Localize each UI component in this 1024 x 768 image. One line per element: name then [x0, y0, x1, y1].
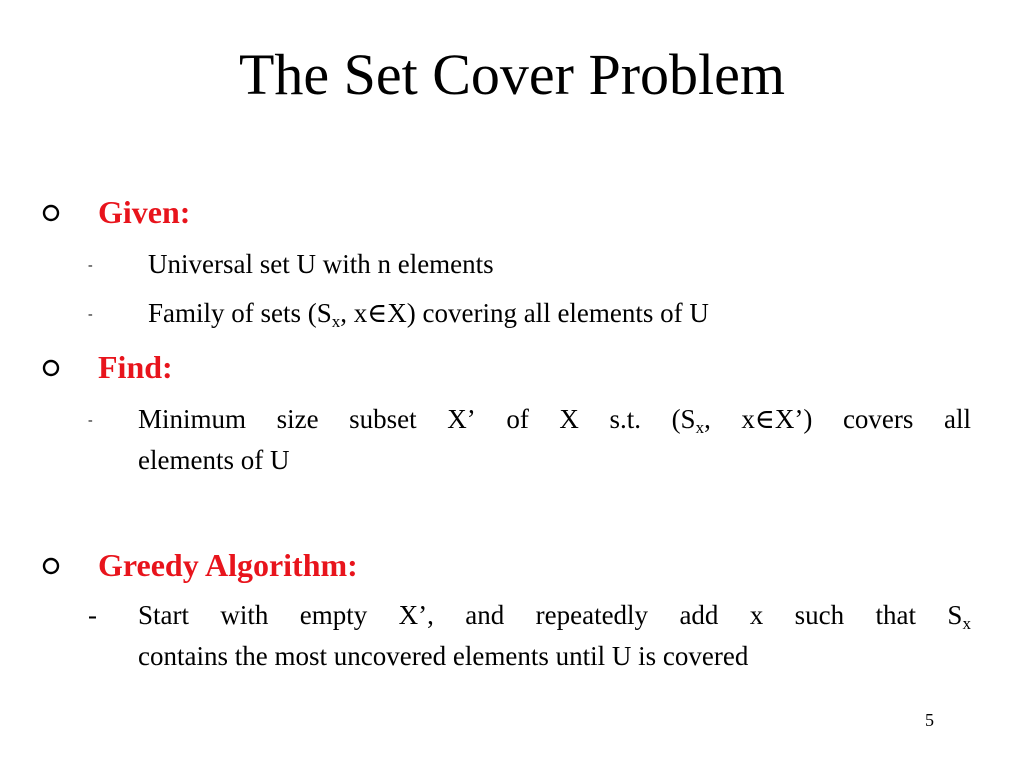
given-label: Given: — [98, 194, 191, 230]
slide-title: The Set Cover Problem — [238, 42, 786, 107]
greedy-item-marker: - — [88, 600, 97, 630]
page-number: 5 — [925, 710, 934, 730]
greedy-label: Greedy Algorithm: — [98, 547, 358, 583]
greedy-item-line-1: Start with empty X’, and repeatedly add x such that $S_x$ — [138, 600, 971, 633]
bullet-given — [42, 192, 190, 232]
given-item-1-text: Universal set U with n elements — [148, 249, 494, 279]
given-item-2-text: Family of sets ($S_x$, x∈X) covering all elements of U — [148, 298, 709, 331]
bullet-greedy — [42, 545, 358, 585]
hollow-circle-bullet-icon — [42, 557, 60, 575]
bullet-find — [42, 347, 173, 387]
hollow-circle-bullet-icon — [42, 204, 60, 222]
given-item-1-marker: - — [88, 258, 93, 273]
given-item-2-marker: - — [88, 307, 93, 322]
find-item-line-1: Minimum size subset X’ of X s.t. ($S_x$, x∈X’) covers all — [138, 404, 971, 437]
find-label: Find: — [98, 349, 173, 385]
find-item-line-2: elements of U — [138, 445, 290, 475]
greedy-item-line-2: contains the most uncovered elements until U is covered — [138, 641, 749, 671]
find-item-marker: - — [88, 413, 93, 428]
hollow-circle-bullet-icon — [42, 359, 60, 377]
